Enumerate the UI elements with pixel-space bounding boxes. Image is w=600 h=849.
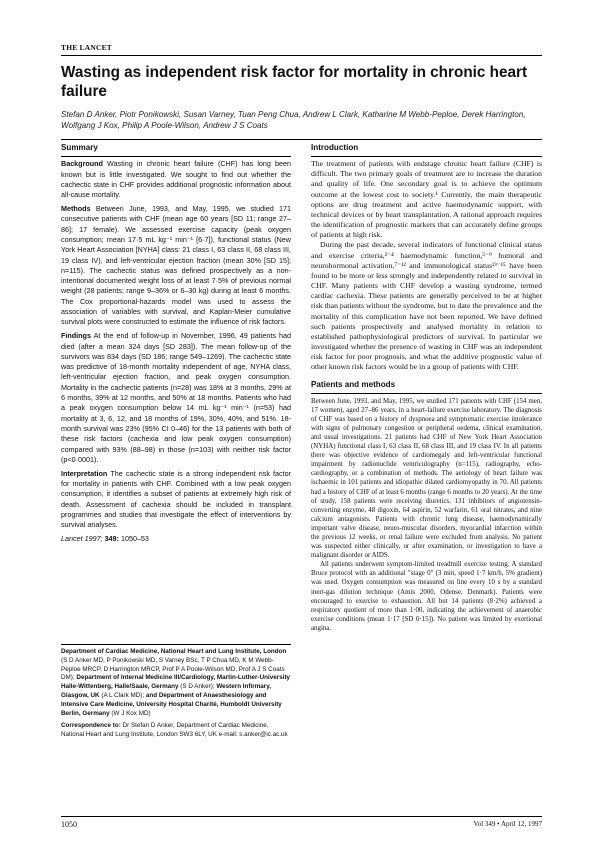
affil-authors-berlin: (W J Kox MD) — [109, 709, 151, 717]
affil-cardiac: Department of Cardiac Medicine, National Heart and Lung Institute, London — [61, 648, 287, 655]
background-label: Background — [61, 159, 103, 169]
summary-rule — [61, 156, 291, 157]
section-gap — [311, 372, 542, 380]
interpretation-label: Interpretation — [61, 468, 108, 478]
citation-volume: 349: — [104, 534, 119, 544]
summary-column — [61, 143, 291, 544]
issue-info: Vol 349 • April 12, 1997 — [473, 820, 542, 828]
affil-authors-glasgow: (A L Clark MD); — [99, 691, 145, 699]
author-list: Stefan D Anker, Piotr Ponikowski, Susan Varney, Tuan Peng Chua, Andrew L Clark, Katharine M Webb-Peploe, Derek Harrington, Wolfgang J Kox, Philip A Poole-Wilson, Andrew J S Coats — [61, 110, 526, 131]
page-number: 1050 — [61, 820, 77, 829]
summary-methods — [61, 204, 291, 328]
correspondence-text: Dr Stefan D Anker, Department of Cardiac Medicine, National Heart and Lung Institute, London SW3 6LY, UK e-mail: s.anker@ic.ac.uk — [61, 722, 288, 739]
affil-anaes: and Department of Anaesthesiology and Intensive Care Medicine, University Hospital Charité, Humboldt University Berlin, Germany — [61, 691, 282, 717]
header-rule — [61, 55, 542, 56]
methods-text: Between June, 1993, and May, 1995, we studied 171 consecutive patients with CHF (mean age 60 years [SD 11; range 27–86]; 17 female). We assessed exercise capacity (peak oxygen consumption; mean 17·5 mL kg⁻¹ min⁻¹ [6·7]), functional status (New York Heart Association [NYHA] class: 21 class I, 63 class II, 68 class III, 19 class IV), and left-ventricular ejection fraction (mean 30% [SD 15]; n=115). The cachectic status was defined prospectively as a non-intentional documented weight loss of at least 7·5% of previous normal weight (28 patients; range 9–36% or 6–30 kg) during at least 6 months. The Cox proportional-hazards model was used to assess the association of variables with survival, and Kaplan-Meier cumulative survival plots were constructed to estimate the influence of risk factors. — [61, 204, 291, 327]
affil-authors-halle: (S D Anker); — [178, 683, 215, 691]
methods-label: Methods — [61, 204, 91, 214]
body-column — [311, 143, 542, 633]
summary-heading: Summary — [61, 143, 98, 152]
affil-authors-london: (S D Anker MD, P Ponikowski MD, S Varney BSc, T P Chua MD, K M Webb-Peploe MRCP, D Harrington MRCP, Prof P A Poole-Wilson MD, Prof A J S Coats DM); — [61, 656, 285, 682]
correspondence-label: Correspondence to: — [61, 722, 121, 730]
introduction-rule — [311, 156, 542, 157]
introduction-paragraph-1: The treatment of patients with endstage chronic heart failure (CHF) is difficult. The two primary goals of treatment are to increase the duration and quality of life. One secondary goal is to achieve the optimum outcome at the lowest cost to society.¹ Currently, the main therapeutic options are drug treatment and active haemodynamic support, with technical devices or by heart transplantation. A rational approach requires the identification of prognostic markers that can accurately define groups of patients at high risk. — [311, 159, 542, 240]
background-text: Wasting in chronic heart failure (CHF) has long been known but is little investigated. We sought to find out whether the cachectic state in CHF provides additional prognostic information about all-cause mortality. — [61, 159, 291, 200]
footer-rule — [61, 816, 542, 817]
citation-pages: 1050–53 — [118, 534, 149, 544]
methods-heading: Patients and methods — [311, 380, 396, 390]
affiliation-rule — [61, 644, 291, 645]
citation — [61, 534, 291, 544]
methods-paragraph-1: Between June, 1993, and May, 1995, we studied 171 patients with CHF (154 men, 17 women), aged 27–86 years, in a heart-failure exercise laboratory. The diagnosis of CHF was based on a history of dyspnoea and symptomatic exercise intolerance with signs of pulmonary congestion or peripheral oedema, clinical examination, and usual investigations. 21 patients had CHF of New York Heart Association (NYHA) functional class I, 63 class II, 68 class III, and 19 class IV. In all patients there was objective evidence of cardiomegaly and left-ventricular functional impairment by radionuclide ventriculography (n=115), radiography, echo-cardiography, or a combination of methods. The aetiology of heart failure was ischaemic in 101 patients and idiopathic dilated cardiomyopathy in 70. All patients had a history of CHF of at least 6 months (range 6 months to 20 years). At the time of study, 158 patients were receiving diuretics, 131 inhibitors of angiotensin-converting enzyme, 48 digoxin, 64 aspirin, 52 warfarin, 61 oral nitrates, and nine calcium antagonists. Patients with chronic lung disease, haemodynamically important valve disease, neuro-muscular disorders, myocardial infarction within the previous 12 weeks, or renal failure were excluded from analysis. No patient was suspected either clinically, or after examination, or investigation to have a malignant disorder or AIDS. — [311, 397, 542, 560]
article-title: Wasting as independent risk factor for mortality in chronic heart failure — [61, 64, 528, 100]
summary-findings — [61, 331, 291, 465]
introduction-paragraph-2: During the past decade, several indicators of functional clinical status and exercise criteria,²⁻⁴ haemodynamic function,⁵⁻⁹ humoral and neurohormonal activation,⁷⁻¹² and immunological status¹³⁻¹⁵ have been found to be more or less strongly and independently related to survival in CHF. Many patients with CHF develop a wasting syndrome, termed cardiac cachexia. These patients are generally perceived to be at higher risk than patients without the syndrome, but to date the prevalence and the mortality of this complication have not been reported. We have defined such patients prospectively and analysed mortality in relation to established pathophysiological predictors of survival. In particular we investigated whether the presence of wasting in CHF was an independent risk factor for poor prognosis, and what the additive prognostic value of other known risk factors would be in a group of patients with CHF. — [311, 240, 542, 372]
journal-header: THE LANCET — [61, 43, 112, 52]
affiliations-text — [61, 648, 291, 718]
affiliations-block — [61, 648, 291, 744]
affil-western: Western Infirmary, Glasgow, UK — [61, 683, 272, 699]
introduction-heading: Introduction — [311, 143, 359, 152]
interpretation-text: The cachectic state is a strong independent risk factor for mortality in patients with CHF. Combined with a low peak oxygen consumption, it identifies a subset of patients at extremely high risk of death. Assessment of cachexia should be included in transplant programmes and studies that investigate the effect of interventions by survival analyses. — [61, 468, 291, 530]
summary-interpretation — [61, 469, 291, 531]
summary-background — [61, 159, 291, 200]
findings-text: At the end of follow-up in November, 1996, 49 patients had died (after a mean 324 days [SD 283]). The mean follow-up of the survivors was 834 days (SD 186; range 549–1269). The cachectic state was predictive of 18-month mortality independent of age, NYHA class, left-ventricular ejection fraction, and peak oxygen consumption. Mortality in the cachectic patients (n=28) was 18% at 3 months, 29% at 6 months, 39% at 12 months, and 50% at 18 months. Patients who had a peak oxygen consumption below 14 mL kg⁻¹ min⁻¹ (n=53) had mortality at 3, 6, 12, and 18 months of 19%, 30%, 40%, and 51%. 18-month survival was 23% (95% CI 0–46) for the 13 patients with both of these risk factors (cachexia and low peak oxygen consumption) compared with 93% (88–98) in those (n=103) with neither risk factor (p<0·0001). — [61, 331, 291, 464]
methods-paragraph-2: All patients underwent symptom-limited treadmill exercise testing. A standard Bruce protocol with an additional "stage 0" (3 min, speed 1·7 km/h, 5% gradient) was used. Oxygen consumption was measured on line every 10 s by a standard inert-gas dilution technique (Amis 2000, Odense, Denmark). Patients were encouraged to exercise to exhaustion. All but 14 patients (8·2%) achieved a respiratory quotient of more than 1·00, indicating the achievement of anaerobic exercise conditions (mean 1·17 [SD 0·15]). No patient was limited by exertional angina. — [311, 561, 542, 632]
methods-rule — [311, 393, 542, 394]
citation-journal: Lancet 1997; — [61, 534, 105, 544]
title-rule — [61, 139, 542, 140]
findings-label: Findings — [61, 331, 91, 341]
correspondence — [61, 722, 291, 740]
affil-internal: Department of Internal Medicine III/Cardiology, Martin-Luther-University Halle-Wittenberg, Halle/Saale, Germany — [61, 674, 291, 691]
